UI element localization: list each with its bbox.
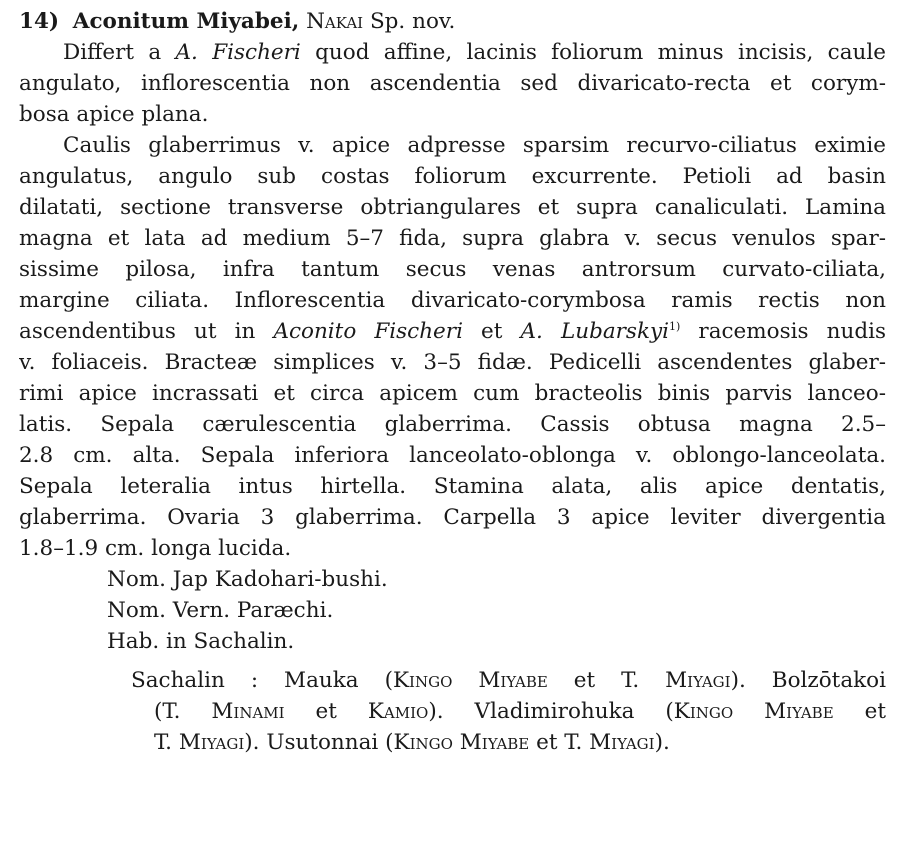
text-line: ascendentibus ut in Aconito Fischeri et A. Lubarskyi$^{1)}$ racemosis nudis — [19, 319, 886, 344]
taxon-italic: A. Fischeri — [175, 40, 301, 65]
text-line: Sachalin : Mauka (Kingo Miyabe et T. Miyagi). Bolzōtakoi — [131, 668, 886, 693]
text-line: 2.8 cm. alta. Sepala inferiora lanceolato-oblonga v. oblongo-lanceolata. — [19, 443, 886, 468]
habitat: Hab. in Sachalin. — [107, 629, 295, 654]
text-line: dilatati, sectione transverse obtriangulares et supra canaliculati. Lamina — [19, 195, 886, 220]
text-line: T. Miyagi). Usutonnai (Kingo Miyabe et T. Miyagi). — [154, 730, 670, 755]
taxon-italic: A. Lubarskyi — [520, 319, 670, 344]
text-line: Differt a A. Fischeri quod affine, lacinis foliorum minus incisis, caule — [63, 40, 886, 65]
description-paragraph — [19, 130, 886, 564]
text-line: v. foliaceis. Bracteæ simplices v. 3–5 fidæ. Pedicelli ascendentes glaber- — [19, 350, 886, 375]
text-line: glaberrima. Ovaria 3 glaberrima. Carpella 3 apice leviter divergentia — [19, 505, 886, 530]
text-line: Sepala leteralia intus hirtella. Stamina alata, alis apice dentatis, — [19, 474, 886, 499]
text-line: 1.8–1.9 cm. longa lucida. — [19, 536, 292, 561]
vernacular-name: Nom. Vern. Paræchi. — [107, 598, 334, 623]
species-name: Aconitum Miyabei, — [72, 9, 300, 34]
text-line: magna et lata ad medium 5–7 fida, supra glabra v. secus venulos spar- — [19, 226, 886, 251]
specimen-list — [19, 665, 886, 758]
text-line: bosa apice plana. — [19, 102, 209, 127]
entry-heading — [19, 6, 886, 37]
text-line: rimi apice incrassati et circa apicem cum bracteolis binis parvis lanceo- — [19, 381, 886, 406]
text-line: sissime pilosa, infra tantum secus venas antrorsum curvato-ciliata, — [19, 257, 886, 282]
text-line: latis. Sepala cærulescentia glaberrima. Cassis obtusa magna 2.5– — [19, 412, 886, 437]
footnote-marker: 1) — [669, 319, 681, 333]
taxon-status: Sp. nov. — [369, 9, 456, 34]
text-line: angulato, inflorescentia non ascendentia sed divaricato-recta et corym- — [19, 71, 886, 96]
taxon-italic: Aconito Fischeri — [273, 319, 463, 344]
entry-number: 14) — [19, 9, 60, 34]
text-line: (T. Minami et Kamio). Vladimirohuka (Kingo Miyabe et — [154, 699, 886, 724]
author-name: Nakai — [306, 9, 364, 34]
diagnosis-paragraph — [19, 37, 886, 130]
text-line: margine ciliata. Inflorescentia divaricato-corymbosa ramis rectis non — [19, 288, 886, 313]
vernacular-names — [19, 564, 886, 657]
text-line: Caulis glaberrimus v. apice adpresse sparsim recurvo-ciliatus eximie — [63, 133, 886, 158]
text-line: angulatus, angulo sub costas foliorum excurrente. Petioli ad basin — [19, 164, 886, 189]
japanese-name: Nom. Jap Kadohari-bushi. — [107, 567, 388, 592]
